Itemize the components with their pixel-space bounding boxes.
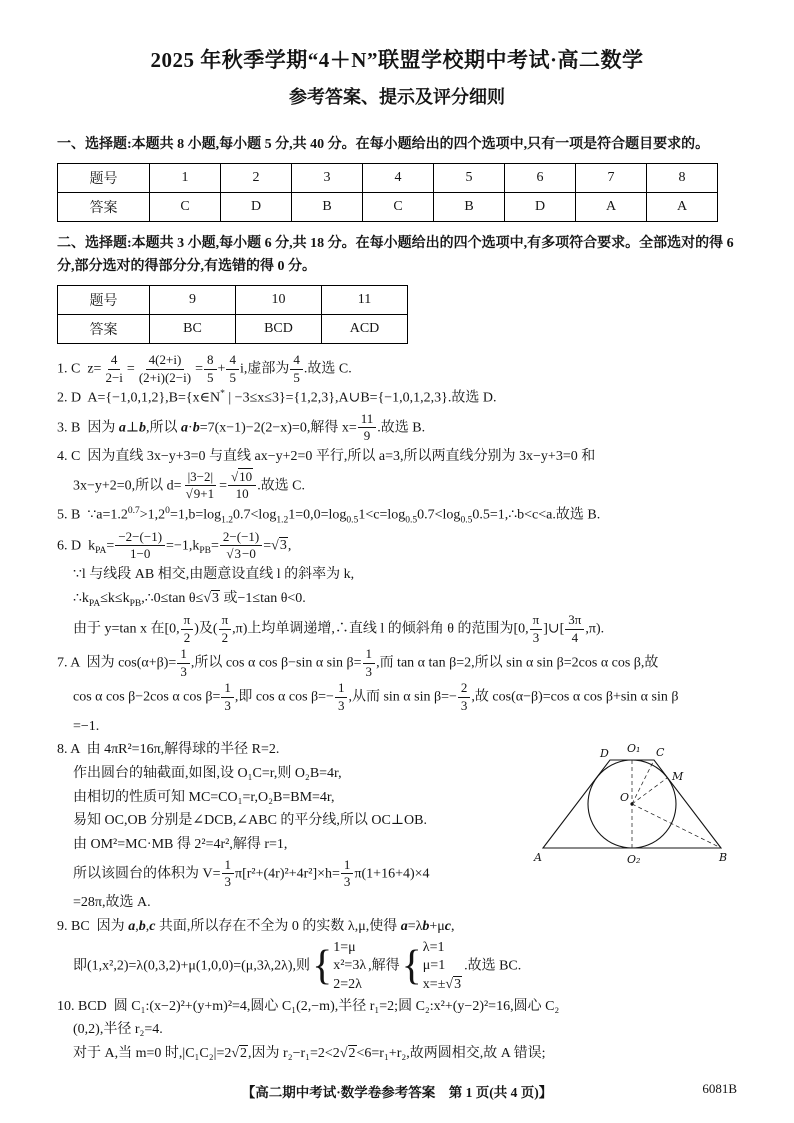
answer-cell: B — [292, 193, 363, 222]
subscript: PA — [95, 545, 107, 556]
answer-row-label: 答案 — [58, 315, 150, 344]
label-D: D — [600, 747, 609, 761]
question-number-cell: 11 — [322, 286, 408, 315]
footer-caption: 【高二期中考试·数学卷参考答案 第 1 页(共 4 页)】 — [241, 1085, 553, 1100]
solution-line: 6. D $k_{PA}=$ $\frac{-2-(-1)}{1-0}$ $=-1,k_{PB}=$ $\frac{2-(-1)}{√3-0}$ =√3, — [57, 528, 292, 562]
answer-cell: C — [150, 193, 221, 222]
solution-line: 3x−y+2=0,所以 d= $\frac{|3-2|}{√9+1}$ = $\frac{√10}{10}$ .故选 C. — [73, 468, 306, 502]
answer-cell: A — [576, 193, 647, 222]
solution-line: 对于 A,当 m=0 时,|C₁C₂|=2√2,因为 r₂−r₁=2<2√2<6=r₁+r₂,故两圆相交,故 A 错误; — [73, 1046, 546, 1062]
answer-cell: BC — [150, 315, 236, 344]
subscript: PB — [199, 545, 211, 556]
figure-canvas — [532, 740, 737, 870]
frustum-cross-section-figure — [532, 740, 737, 870]
label-O1: O₁ — [627, 742, 641, 756]
sqrt: √2 — [339, 1046, 356, 1062]
line-O-C — [632, 760, 654, 804]
answer-row — [58, 193, 718, 222]
question-number-cell: 9 — [150, 286, 236, 315]
cases-brace-group — [402, 939, 462, 994]
line-O-M — [632, 778, 667, 804]
question-number-row — [58, 286, 408, 315]
solution-line: =−1. — [73, 718, 100, 734]
question-number-cell: 6 — [505, 164, 576, 193]
solution-line: 9. BC 因为 a,b,c 共面,所以存在不全为 0 的实数 λ,μ,使得 a=λb+μc, — [57, 918, 455, 934]
answer-cell: D — [505, 193, 576, 222]
single-choice-answer-table — [57, 163, 718, 222]
question-number-cell: 3 — [292, 164, 363, 193]
answer-cell: BCD — [236, 315, 322, 344]
case-row: 2=2λ — [333, 976, 362, 992]
case-row: x=±√3 — [422, 976, 462, 992]
section2-intro: 二、选择题:本题共 3 小题,每小题 6 分,共 18 分。在每小题给出的四个选项中,有多项符合要求。全部选对的得 6 分,部分选对的得部分分,有选错的得 0 分。 — [57, 236, 734, 275]
fraction: $\frac{1}{3}$ — [222, 858, 235, 890]
fraction: $\frac{\pi}{2}$ — [219, 613, 232, 645]
question-number-cell: 4 — [363, 164, 434, 193]
subscript: 0.5 — [346, 515, 359, 526]
solution-line: ∵l 与线段 AB 相交,由题意设直线 l 的斜率为 k, — [73, 567, 355, 582]
fraction: $\frac{8}{5}$ — [204, 353, 217, 385]
solution-line: 8. A 由 4πR²=16π,解得球的半径 R=2. — [57, 742, 280, 758]
answer-row — [58, 315, 408, 344]
solution-line: 所以该圆台的体积为 V= $\frac{1}{3}$ π[r²+(4r)²+4r²]×h= $\frac{1}{3}$ π(1+16+4)×4 — [73, 856, 430, 890]
fraction: $\frac{2-(-1)}{√3-0}$ — [220, 530, 262, 562]
solution-line: 4. C 因为直线 3x−y+3=0 与直线 ax−y+2=0 平行,所以 a=3,所以两直线分别为 3x−y+3=0 和 — [57, 448, 596, 464]
subscript: 1.2 — [221, 515, 234, 526]
fraction: $\frac{1}{3}$ — [341, 858, 354, 890]
sqrt: √3 — [226, 546, 241, 562]
fraction: $\frac{1}{3}$ — [363, 647, 376, 679]
fraction: $\frac{4}{5}$ — [226, 353, 239, 385]
vector: c — [444, 918, 452, 934]
solution-line: 5. B $\because a=1.2^{0.7}>1,2^0=1,b=\log_{1.2}0.7<\log_{1.2}1=0,0=\log_{0.5}1<c=\log_{0.5}0.7<\log_{0.5}0.5=1,\therefore b<c<a$.故选 B. — [57, 505, 601, 526]
vector: c — [149, 918, 156, 934]
answer-cell: ACD — [322, 315, 408, 344]
fraction: $\frac{2}{3}$ — [458, 681, 471, 713]
solution-line: cos α cos β−2cos α cos β= $\frac{1}{3}$ ,即 cos α cos β=− $\frac{1}{3}$ ,从而 sin α sin β=− $\frac{2}{3}$ ,故 cos(α−β)=cos α cos β+sin α sin β — [73, 680, 679, 714]
label-B: B — [719, 851, 728, 865]
fraction: $\frac{11}{9}$ — [358, 412, 377, 444]
label-C: C — [656, 746, 665, 760]
question-number-row-label: 题号 — [58, 164, 150, 193]
fraction: $\frac{-2-(-1)}{1-0}$ — [115, 530, 165, 562]
fraction: $\frac{√10}{10}$ — [228, 470, 256, 502]
sqrt: √3 — [271, 538, 287, 554]
solution-line: 1. C z= $\frac{4}{2-i}$ = $\frac{4(2+i)}{(2+i)(2-i)}$ = $\frac{8}{5}$ + $\frac{4}{5}$ i,虚部为 $\frac{4}{5}$ .故选 C. — [57, 352, 352, 385]
case-row: μ=1 — [422, 958, 446, 974]
page-subtitle: 参考答案、提示及评分细则 — [289, 87, 505, 107]
answer-row-label: 答案 — [58, 193, 150, 222]
solution-line: (0,2),半径 r₂=4. — [73, 1022, 163, 1038]
sqrt: √2 — [231, 1046, 248, 1062]
answer-cell: A — [647, 193, 718, 222]
vector: a — [118, 420, 126, 436]
sqrt: √9+1 — [185, 486, 215, 502]
case-row: 1=μ — [333, 940, 356, 956]
label-O: O — [620, 791, 630, 805]
center-point — [630, 803, 633, 806]
fraction: $\frac{3\pi}{4}$ — [565, 613, 584, 645]
answer-cell: B — [434, 193, 505, 222]
label-O2: O₂ — [627, 853, 641, 867]
left-brace: { — [401, 942, 422, 989]
answer-cell: D — [221, 193, 292, 222]
solution-line: 7. A 因为 cos(α+β)= $\frac{1}{3}$ ,所以 cos α cos β−sin α sin β= $\frac{1}{3}$ ,而 tan α tan β=2,所以 sin α sin β=2cos α cos β,故 — [57, 646, 659, 679]
subscript: PA — [88, 598, 101, 609]
vector: b — [139, 420, 147, 436]
vector: b — [192, 420, 200, 436]
subscript: 0.5 — [405, 515, 418, 526]
fraction: $\frac{\pi}{2}$ — [181, 613, 194, 645]
superscript: 0.7 — [127, 505, 140, 516]
sqrt: √10 — [231, 468, 253, 484]
sqrt: √3 — [445, 976, 462, 992]
fraction: $\frac{1}{3}$ — [335, 681, 348, 713]
question-number-cell: 8 — [647, 164, 718, 193]
question-number-cell: 7 — [576, 164, 647, 193]
question-number-row — [58, 164, 718, 193]
label-A: A — [534, 851, 542, 865]
paper-code: 6081B — [702, 1081, 737, 1096]
line-O-B — [632, 804, 721, 848]
solution-line: 由于 y=tan x 在[0, $\frac{\pi}{2}$ )及( $\frac{\pi}{2}$ ,π)上均单调递增,∴直线 l 的倾斜角 θ 的范围为[0, $\frac{\pi}{3}$ ]∪[ $\frac{3\pi}{4}$ ,π). — [73, 612, 605, 645]
fraction: $\frac{1}{3}$ — [177, 647, 190, 679]
question-number-cell: 1 — [150, 164, 221, 193]
page-title: 2025 年秋季学期“4＋N”联盟学校期中考试·高二数学 — [150, 48, 644, 72]
left-brace: { — [312, 942, 333, 989]
case-row: λ=1 — [422, 940, 445, 956]
subscript: PB — [129, 598, 142, 609]
vector: b — [422, 918, 430, 934]
question-number-row-label: 题号 — [58, 286, 150, 315]
fraction: $\frac{|3-2|}{√9+1}$ — [183, 470, 219, 502]
question-number-cell: 2 — [221, 164, 292, 193]
vector: a — [400, 918, 408, 934]
solution-line: 由相切的性质可知 MC=CO₁=r,O₂B=BM=4r, — [73, 789, 335, 805]
subscript: 0.5 — [460, 515, 473, 526]
vector: a — [181, 420, 189, 436]
solution-line: =28π,故选 A. — [73, 894, 151, 910]
vector: a — [128, 918, 136, 934]
solution-line: 即(1,x²,2)=λ(0,3,2)+μ(1,0,0)=(μ,3λ,2λ),则 { 1=μ x²=3λ 2=2λ ,解得 { λ=1 μ=1 x=±√3 .故选 BC. — [73, 938, 737, 995]
question-number-cell: 5 — [434, 164, 505, 193]
solution-line: 易知 OC,OB 分别是∠DCB,∠ABC 的平分线,所以 OC⊥OB. — [73, 813, 427, 829]
section1-intro: 一、选择题:本题共 8 小题,每小题 5 分,共 40 分。在每小题给出的四个选项中,只有一项是符合题目要求的。 — [57, 137, 710, 152]
case-row: x²=3λ — [333, 958, 367, 974]
cases-brace-group — [312, 939, 366, 994]
fraction: $\frac{\pi}{3}$ — [530, 613, 543, 645]
vector: b — [138, 918, 146, 934]
multi-choice-answer-table — [57, 285, 408, 344]
fraction: $\frac{4}{2-i}$ — [105, 352, 123, 385]
solution-line: 3. B 因为 a⊥b,所以 a·b=7(x−1)−2(2−x)=0,解得 x= $\frac{11}{9}$ .故选 B. — [57, 410, 426, 444]
superscript: * — [220, 389, 225, 400]
fraction: $\frac{4}{5}$ — [290, 353, 303, 385]
solution-line: 2. D A={−1,0,1,2},B={x∈N* | −3≤x≤3}={1,2,3},A∪B={−1,0,1,2,3}.故选 D. — [57, 389, 497, 407]
answer-cell: C — [363, 193, 434, 222]
fraction: $\frac{1}{3}$ — [221, 681, 234, 713]
subscript: 1.2 — [276, 515, 289, 526]
solution-line: 作出圆台的轴截面,如图,设 O₁C=r,则 O₂B=4r, — [73, 765, 342, 781]
question-number-cell: 10 — [236, 286, 322, 315]
fraction: $\frac{4(2+i)}{(2+i)(2-i)}$ — [138, 352, 192, 385]
sqrt: √3 — [203, 590, 220, 606]
solution-line: 10. BCD 圆 C₁:(x−2)²+(y+m)²=4,圆心 C₁(2,−m),半径 r₁=2;圆 C₂:x²+(y−2)²=16,圆心 C₂ — [57, 998, 560, 1014]
solution-line: $\therefore k_{PA}\le k\le k_{PB},\therefore 0\le\tan$ θ≤√3 或−1≤tan θ<0. — [73, 590, 306, 609]
label-M: M — [672, 770, 684, 784]
solution-line: 由 OM²=MC·MB 得 2²=4r²,解得 r=1, — [73, 837, 288, 853]
superscript: 0 — [165, 505, 170, 516]
page-footer — [57, 1081, 737, 1101]
solutions-section — [57, 352, 737, 1066]
